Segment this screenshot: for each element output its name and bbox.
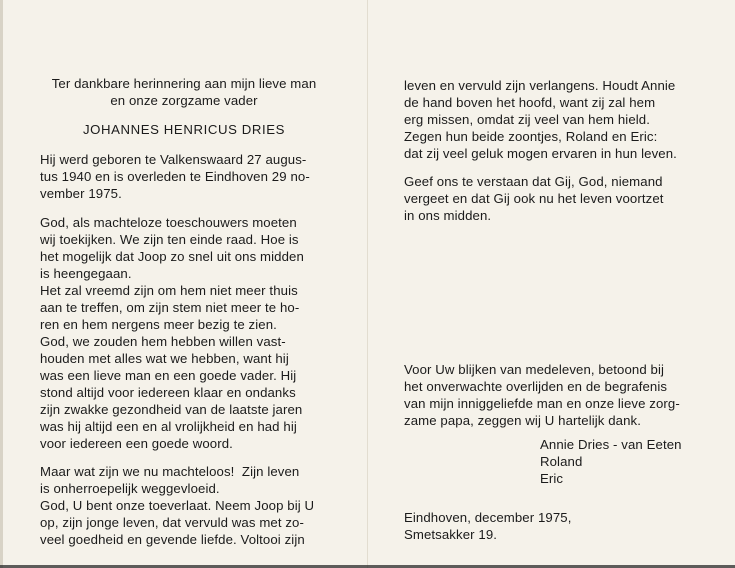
- address: Smetsakker 19.: [404, 527, 498, 542]
- text-line-13: was hij altijd een en al vrolijkheid en had hij: [40, 419, 297, 434]
- text-line-5: Het zal vreemd zijn om hem niet meer thuis: [40, 283, 298, 298]
- text-line-9: houden met alles wat we hebben, want hij: [40, 351, 289, 366]
- thanks-line-4: zame papa, zeggen wij U hartelijk dank.: [404, 413, 642, 428]
- continuation-line-1: leven en vervuld zijn verlangens. Houdt Annie: [404, 78, 676, 93]
- prayer-line-2: vergeet en dat Gij ook nu het leven voortzet: [404, 191, 664, 206]
- text-line-2: wij toekijken. We zijn ten einde raad. Hoe is: [40, 232, 299, 247]
- prayer-line-3: in ons midden.: [404, 208, 492, 223]
- birth-death-line-2: tus 1940 en is overleden te Eindhoven 29 no-: [40, 169, 310, 184]
- deceased-name: JOHANNES HENRICUS DRIES: [82, 122, 286, 137]
- continuation-line-3: erg missen, omdat zij veel van hem hield.: [404, 112, 650, 127]
- text-line-11: stond altijd voor iedereen klaar en ondanks: [40, 385, 296, 400]
- text-line-6: aan te treffen, om zijn stem niet meer te ho-: [40, 300, 300, 315]
- text-line-3: het mogelijk dat Joop zo snel uit ons midden: [40, 249, 304, 264]
- text-line-14: voor iedereen een goede woord.: [40, 436, 233, 451]
- closing-line-3: God, U bent onze toeverlaat. Neem Joop bij U: [40, 498, 315, 513]
- text-line-1: God, als machteloze toeschouwers moeten: [40, 215, 297, 230]
- closing-line-2: is onherroepelijk weggevloeid.: [40, 481, 220, 496]
- fold-line: [367, 0, 368, 568]
- closing-line-1: Maar wat zijn we nu machteloos! Zijn leven: [40, 464, 300, 479]
- closing-line-5: veel goedheid en gevende liefde. Voltooi zijn: [40, 532, 305, 547]
- thanks-line-1: Voor Uw blijken van medeleven, betoond bij: [404, 362, 665, 377]
- place-date: Eindhoven, december 1975,: [404, 510, 572, 525]
- continuation-line-5: dat zij veel geluk mogen ervaren in hun leven.: [404, 146, 677, 161]
- text-line-4: is heengegaan.: [40, 266, 132, 281]
- text-line-7: ren en hem nergens meer bezig te zien.: [40, 317, 277, 332]
- signature-line-1: Annie Dries - van Eeten: [540, 437, 682, 452]
- dedication-line-2: en onze zorgzame vader: [110, 93, 258, 108]
- signature-line-2: Roland: [540, 454, 583, 469]
- dedication-line-1: Ter dankbare herinnering aan mijn lieve man: [51, 76, 317, 91]
- text-line-12: zijn zwakke gezondheid van de laatste jaren: [40, 402, 303, 417]
- thanks-line-3: van mijn inniggeliefde man en onze lieve zorg-: [404, 396, 680, 411]
- signature-line-3: Eric: [540, 471, 564, 486]
- closing-line-4: op, zijn jonge leven, dat vervuld was met zo-: [40, 515, 304, 530]
- continuation-line-2: de hand boven het hoofd, want zij zal hem: [404, 95, 656, 110]
- birth-death-line-1: Hij werd geboren te Valkenswaard 27 augus-: [40, 152, 307, 167]
- thanks-line-2: het onverwachte overlijden en de begrafenis: [404, 379, 668, 394]
- continuation-line-4: Zegen hun beide zoontjes, Roland en Eric:: [404, 129, 658, 144]
- text-line-10: was een lieve man en een goede vader. Hij: [40, 368, 297, 383]
- prayer-line-1: Geef ons te verstaan dat Gij, God, niemand: [404, 174, 663, 189]
- card-edge: [0, 0, 3, 568]
- birth-death-line-3: vember 1975.: [40, 186, 122, 201]
- text-line-8: God, we zouden hem hebben willen vast-: [40, 334, 286, 349]
